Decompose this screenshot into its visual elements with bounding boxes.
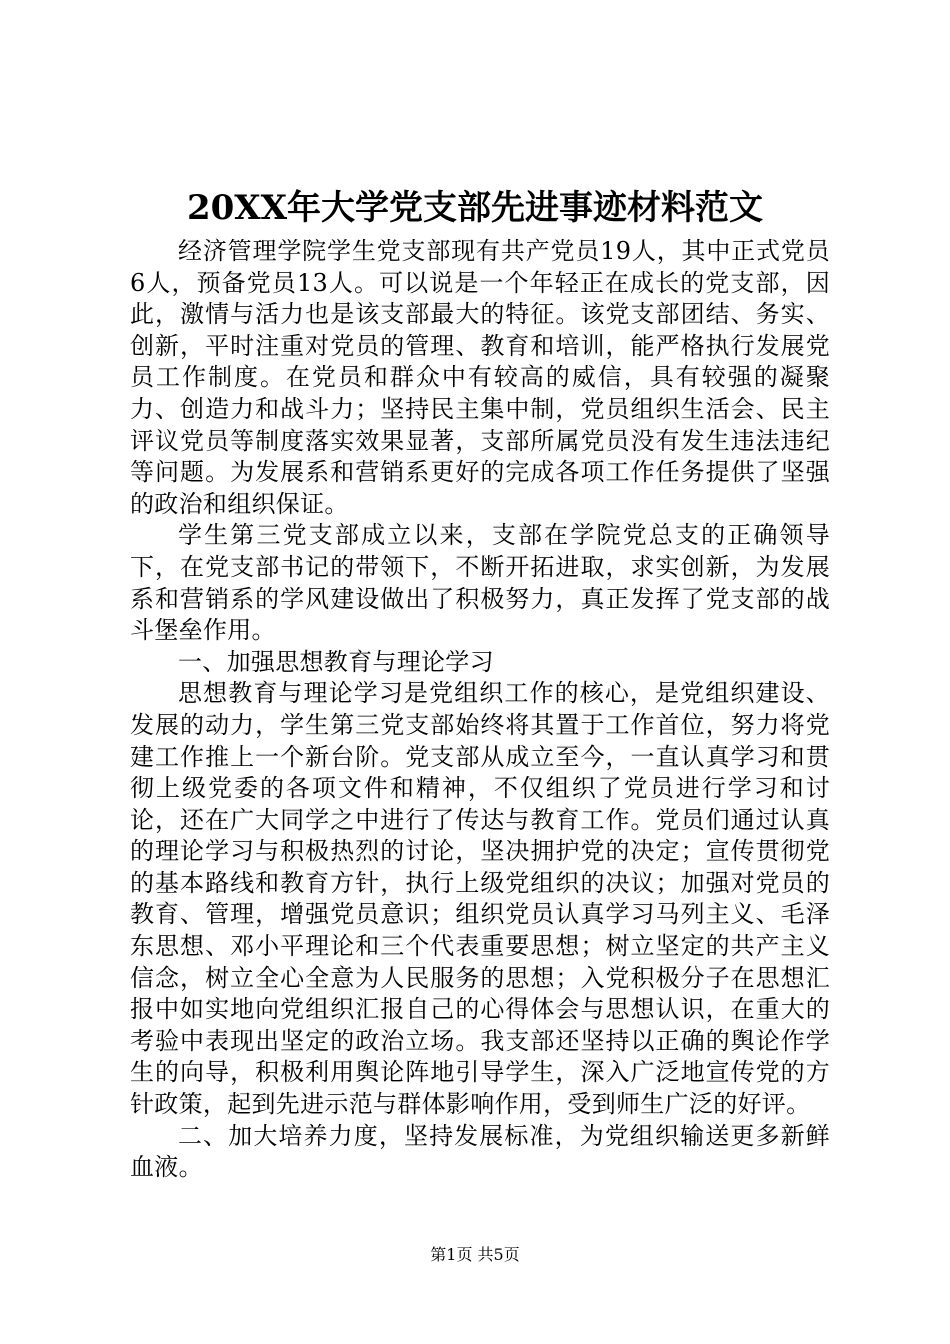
- section-heading-1: 一、加强思想教育与理论学习: [178, 647, 494, 676]
- document-title: 20XX年大学党支部先进事迹材料范文: [186, 188, 764, 228]
- paragraph-theory-study: 思想教育与理论学习是党组织工作的核心，是党组织建设、发展的动力，学生第三党支部始终将其置于工作首位，努力将党建工作推上一个新台阶。党支部从成立至今，一直认真学习和贯彻上级党委的各项文件和精神，不仅组织了党员进行学习和讨论，还在广大同学之中进行了传达与教育工作。党员们通过认真的理论学习与积极热烈的讨论，坚决拥护党的决定；宣传贯彻党的基本路线和教育方针，执行上级党组织的决议；加强对党员的教育、管理，增强党员意识；组织党员认真学习马列主义、毛泽东思想、邓小平理论和三个代表重要思想；树立坚定的共产主义信念，树立全心全意为人民服务的思想；入党积极分子在思想汇报中如实地向党组织汇报自己的心得体会与思想认识，在重大的考验中表现出坚定的政治立场。我支部还坚持以正确的舆论作学生的向导，积极利用舆论阵地引导学生，深入广泛地宣传党的方针政策，起到先进示范与群体影响作用，受到师生广泛的好评。: [130, 679, 830, 1119]
- section-heading-2: 二、加大培养力度，坚持发展标准，为党组织输送更多新鲜血液。: [130, 1121, 830, 1182]
- document-body: [130, 236, 830, 1184]
- paragraph-intro: 经济管理学院学生党支部现有共产党员19人，其中正式党员6人，预备党员13人。可以说是一个年轻正在成长的党支部，因此，激情与活力也是该支部最大的特征。该党支部团结、务实、创新，平时注重对党员的管理、教育和培训，能严格执行发展党员工作制度。在党员和群众中有较高的威信，具有较强的凝聚力、创造力和战斗力；坚持民主集中制，党员组织生活会、民主评议党员等制度落实效果显著，支部所属党员没有发生违法违纪等问题。为发展系和营销系更好的完成各项工作任务提供了坚强的政治和组织保证。: [130, 237, 830, 518]
- paragraph-branch-overview: 学生第三党支部成立以来，支部在学院党总支的正确领导下，在党支部书记的带领下，不断开拓进取，求实创新，为发展系和营销系的学风建设做出了积极努力，真正发挥了党支部的战斗堡垒作用。: [130, 521, 830, 645]
- page-footer: 第1页 共5页: [430, 1245, 520, 1264]
